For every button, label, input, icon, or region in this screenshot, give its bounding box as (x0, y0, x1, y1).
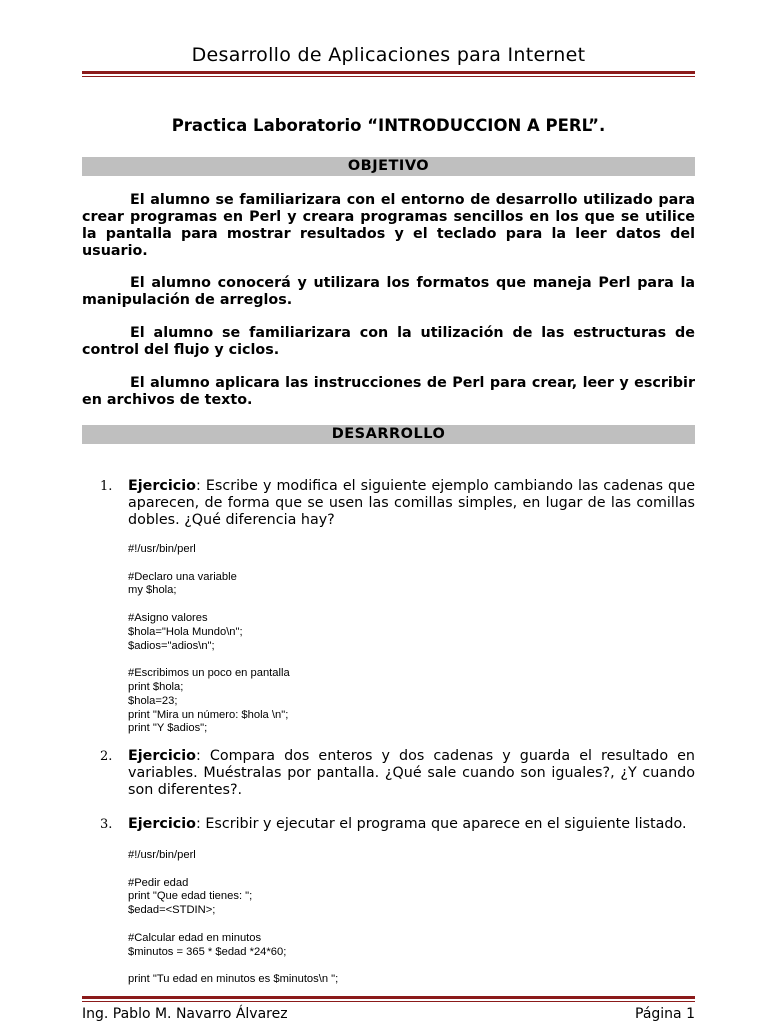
footer-rule-thick (82, 996, 695, 999)
footer-page-number: Página 1 (635, 1006, 695, 1022)
exercise-label: Ejercicio (128, 478, 196, 494)
exercise-number: 1. (100, 479, 113, 494)
exercise-text: : Escribe y modifica el siguiente ejemplo cambiando las cadenas que aparecen, de forma que se usen las comillas simples, en lugar de las comillas dobles. ¿Qué diferencia hay? (128, 478, 695, 528)
footer-author: Ing. Pablo M. Navarro Álvarez (82, 1006, 288, 1022)
exercise-item (100, 478, 695, 529)
exercise-number: 3. (100, 817, 113, 832)
section-objetivo: OBJETIVO (82, 157, 695, 176)
objetivo-paragraph: El alumno conocerá y utilizara los formatos que maneja Perl para la manipulación de arreglos. (82, 275, 695, 308)
exercise-number: 2. (100, 749, 113, 764)
document-title: Practica Laboratorio “INTRODUCCION A PERL”. (171, 116, 606, 135)
objetivo-paragraph: El alumno aplicara las instrucciones de Perl para crear, leer y escribir en archivos de texto. (82, 375, 695, 408)
exercise-label: Ejercicio (128, 816, 196, 832)
objetivo-paragraph: El alumno se familiarizara con la utilización de las estructuras de control del flujo y ciclos. (82, 325, 695, 358)
exercise-item (100, 748, 695, 799)
section-desarrollo: DESARROLLO (82, 425, 695, 444)
exercise-item (100, 816, 695, 833)
footer-rule-thin (82, 1001, 695, 1002)
header-rule-thick (82, 71, 695, 74)
exercise-text: : Escribir y ejecutar el programa que aparece en el siguiente listado. (196, 816, 687, 832)
exercise-label: Ejercicio (128, 748, 196, 764)
code-listing: #!/usr/bin/perl #Declaro una variable my $hola; #Asigno valores $hola="Hola Mundo\n"; $adios="adios\n"; #Escribimos un poco en pantalla print $hola; $hola=23; print "Mira un número: $hola \n"; print "Y $adios"; (128, 543, 290, 735)
header-title: Desarrollo de Aplicaciones para Internet (191, 44, 586, 66)
objetivo-paragraph: El alumno se familiarizara con el entorno de desarrollo utilizado para crear programas en Perl y creara programas sencillos en los que se utilice la pantalla para mostrar resultados y el teclado para la leer datos del usuario. (82, 192, 695, 259)
header-rule-thin (82, 76, 695, 77)
exercise-text: : Compara dos enteros y dos cadenas y guarda el resultado en variables. Muéstralas por pantalla. ¿Qué sale cuando son iguales?, ¿Y cuando son diferentes?. (128, 748, 695, 798)
code-listing: #!/usr/bin/perl #Pedir edad print "Que edad tienes: "; $edad=<STDIN>; #Calcular edad en minutos $minutos = 365 * $edad *24*60; print "Tu edad en minutos es $minutos\n "; (128, 849, 339, 986)
